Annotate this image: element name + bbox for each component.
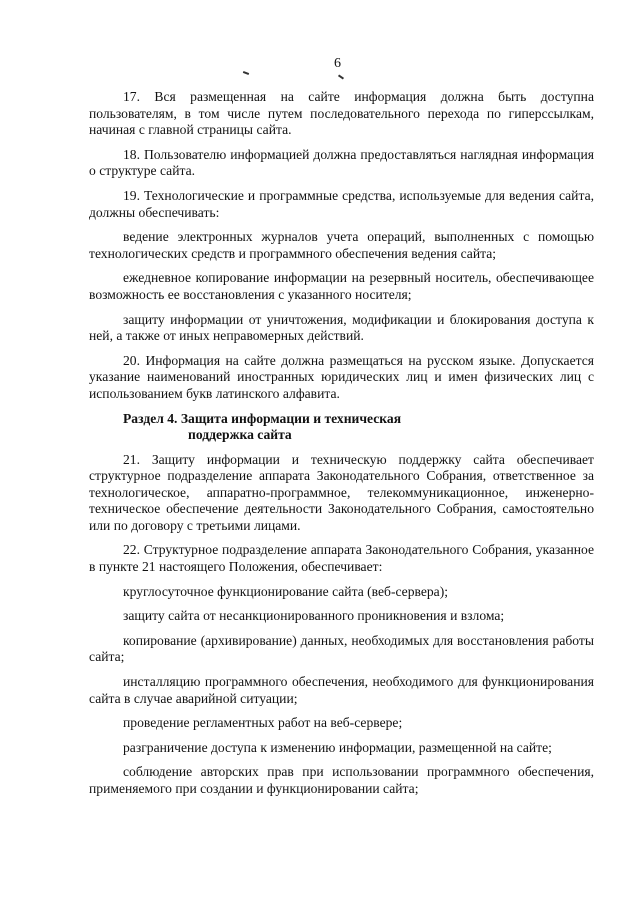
paragraph-22: 22. Структурное подразделение аппарата Законодательного Собрания, указанное в пункте 21 настоящего Положения, обеспечивает: — [89, 542, 594, 575]
section-heading-line1: Раздел 4. Защита информации и техническая — [123, 410, 402, 426]
section-heading-line2: поддержка сайта — [188, 426, 292, 442]
list-item-logging: ведение электронных журналов учета операций, выполненных с помощью технологических средств и программного обеспечения ведения сайта; — [89, 229, 594, 261]
list-item-backup: ежедневное копирование информации на резервный носитель, обеспечивающее возможность ее восстановления с указанного носителя; — [89, 270, 594, 302]
list-item-access-control: разграничение доступа к изменению информации, размещенной на сайте; — [123, 739, 552, 755]
section-heading — [123, 411, 594, 443]
page-number: 6 — [334, 56, 341, 71]
paragraph-19: 19. Технологические и программные средства, используемые для ведения сайта, должны обеспечивать: — [89, 187, 594, 220]
list-item-copyright: соблюдение авторских прав при использовании программного обеспечения, применяемого при создании и функционировании сайта; — [89, 764, 594, 796]
list-item-intrusion: защиту сайта от несанкционированного проникновения и взлома; — [123, 608, 505, 624]
paragraph-17: 17. Вся размещенная на сайте информация должна быть доступна пользователям, в том числе путем последовательного перехода по гиперссылкам, начиная с главной страницы сайта. — [89, 89, 594, 138]
paragraph-18: 18. Пользователю информацией должна предоставляться наглядная информация о структуре сайта. — [89, 146, 594, 179]
scan-artifact-mark — [338, 74, 344, 79]
document-body — [89, 89, 594, 806]
list-item-installation: инсталляцию программного обеспечения, необходимого для функционирования сайта в случае аварийной ситуации; — [89, 674, 594, 706]
paragraph-21: 21. Защиту информации и техническую поддержку сайта обеспечивает структурное подразделение аппарата Законодательного Собрания, ответственное за технологическое, аппаратно-программное, телекоммуникационное, инженерно-техническое обеспечение деятельности Законодательного Собрания, самостоятельно или по договору с третьими лицами. — [89, 451, 594, 533]
paragraph-20: 20. Информация на сайте должна размещаться на русском языке. Допускается указание наименований иностранных юридических лиц и имен физических лиц с использованием букв латинского алфавита. — [89, 352, 594, 401]
list-item-uptime: круглосуточное функционирование сайта (веб-сервера); — [123, 583, 449, 599]
list-item-protection: защиту информации от уничтожения, модификации и блокирования доступа к ней, а также от иных неправомерных действий. — [89, 311, 594, 344]
list-item-maintenance: проведение регламентных работ на веб-сервере; — [123, 715, 403, 731]
list-item-archiving: копирование (архивирование) данных, необходимых для восстановления работы сайта; — [89, 632, 594, 665]
